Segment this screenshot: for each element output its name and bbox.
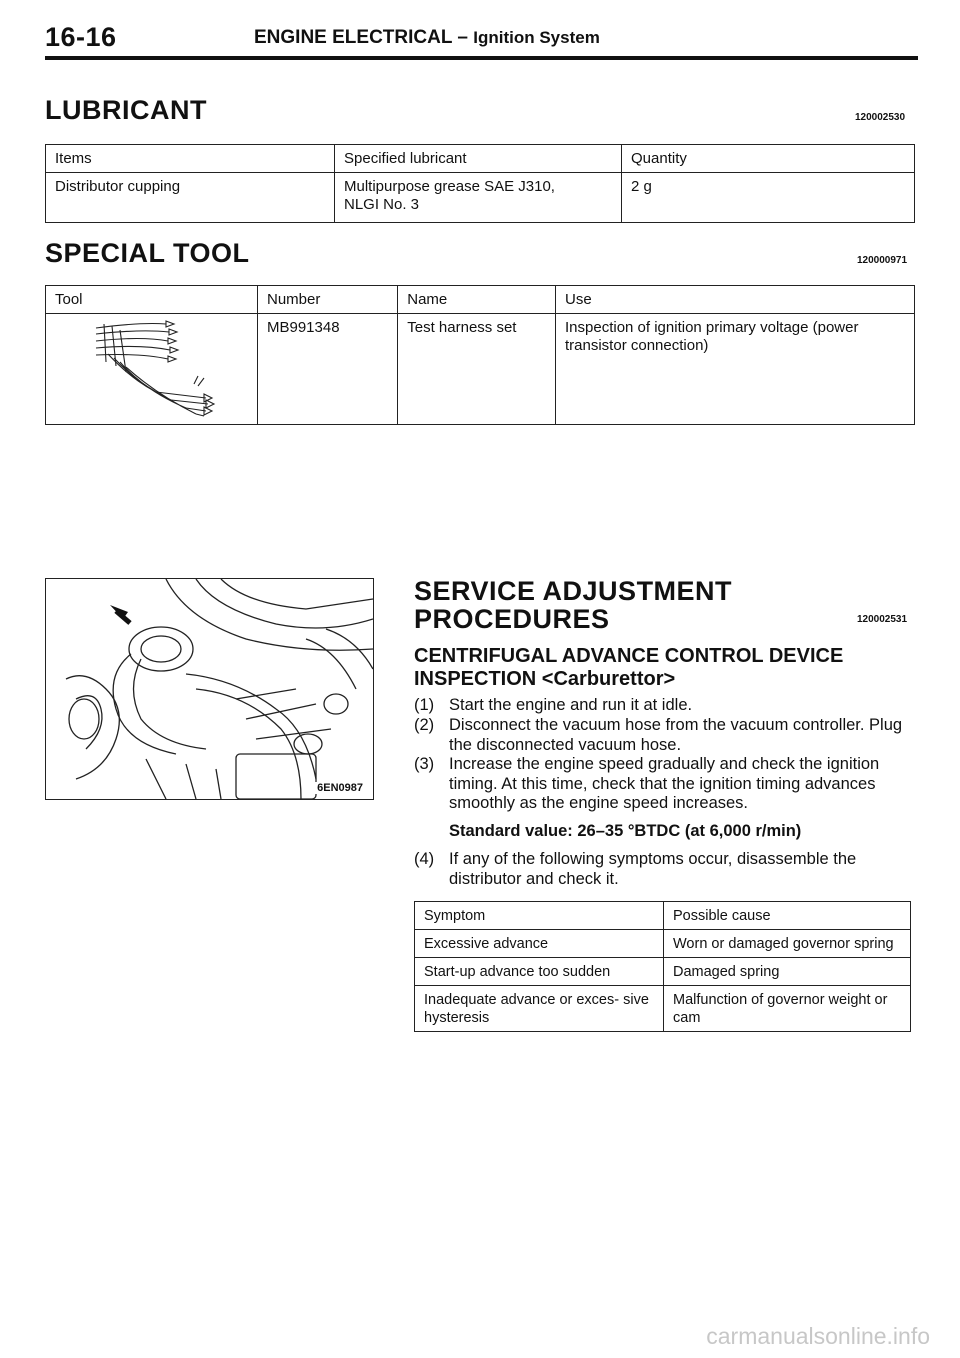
step-text: Start the engine and run it at idle.: [449, 696, 693, 714]
column-header: Quantity: [622, 145, 915, 173]
distributor-drawing-icon: [46, 579, 373, 799]
inspection-heading: [414, 645, 843, 691]
table-cell: Test harness set: [398, 314, 556, 425]
table-cell: Worn or damaged governor spring: [664, 930, 911, 958]
inspection-heading-line1: CENTRIFUGAL ADVANCE CONTROL DEVICE: [414, 645, 844, 667]
standard-value: Standard value: 26–35 °BTDC (at 6,000 r/min): [449, 822, 802, 840]
table-row: [46, 173, 915, 223]
table-cell: 2 g: [622, 173, 915, 223]
page-header: [254, 27, 600, 49]
table-row: [415, 930, 911, 958]
inspection-heading-line2: INSPECTION <Carburettor>: [414, 668, 676, 690]
step-item: [414, 716, 919, 755]
column-header: Specified lubricant: [335, 145, 622, 173]
step-item: [414, 850, 919, 889]
service-heading: [414, 577, 732, 633]
lubricant-table: [45, 144, 915, 223]
special-tool-table: [45, 285, 915, 425]
table-row: [46, 314, 915, 425]
service-heading-line2: PROCEDURES: [414, 604, 610, 634]
page-number: 16-16: [45, 22, 117, 52]
service-heading-line1: SERVICE ADJUSTMENT: [414, 576, 733, 606]
step-number: (1): [414, 696, 435, 714]
title-separator: –: [457, 27, 468, 48]
column-header: Name: [398, 286, 556, 314]
chapter-title: ENGINE ELECTRICAL: [254, 27, 453, 48]
table-cell: Start-up advance too sudden: [415, 958, 664, 986]
lubricant-heading: LUBRICANT: [45, 95, 207, 125]
header-rule: [45, 56, 918, 60]
cell-text: Inspection of ignition primary voltage (power transistor connection): [565, 319, 859, 354]
column-header: Symptom: [415, 902, 664, 930]
column-header: Use: [556, 286, 915, 314]
table-cell: Distributor cupping: [46, 173, 335, 223]
step-number: (4): [414, 850, 435, 868]
table-row: [415, 958, 911, 986]
distributor-illustration: [45, 578, 374, 800]
step-item: [414, 755, 919, 814]
service-code: 120002531: [857, 614, 908, 625]
table-cell: Damaged spring: [664, 958, 911, 986]
table-cell: Excessive advance: [415, 930, 664, 958]
table-row: [415, 986, 911, 1032]
step-number: (2): [414, 716, 435, 734]
table-header-row: [46, 145, 915, 173]
table-cell: Malfunction of governor weight or cam: [664, 986, 911, 1032]
table-cell: [335, 173, 622, 223]
special-tool-heading: SPECIAL TOOL: [45, 238, 250, 268]
section-title: Ignition System: [473, 28, 600, 47]
special-tool-code: 120000971: [857, 255, 908, 266]
column-header: Number: [257, 286, 397, 314]
step-text: Disconnect the vacuum hose from the vacuum controller. Plug the disconnected vacuum hose.: [449, 716, 903, 754]
table-cell: [556, 314, 915, 425]
table-header-row: [415, 902, 911, 930]
step-number: (3): [414, 755, 435, 773]
column-header: Items: [46, 145, 335, 173]
table-header-row: [46, 286, 915, 314]
table-cell: Inadequate advance or exces- sive hysteresis: [415, 986, 664, 1032]
cell-text: Multipurpose grease SAE J310, NLGI No. 3: [344, 178, 555, 213]
column-header: Tool: [46, 286, 258, 314]
table-cell: MB991348: [257, 314, 397, 425]
step-text: Increase the engine speed gradually and check the ignition timing. At this time, check that the ignition timing advances smoothly as the engine speed increases.: [449, 755, 880, 812]
lubricant-code: 120002530: [855, 112, 906, 123]
column-header: Possible cause: [664, 902, 911, 930]
watermark: carmanualsonline.info: [706, 1323, 930, 1349]
step-text: If any of the following symptoms occur, disassemble the distributor and check it.: [449, 850, 857, 888]
symptom-table: [414, 901, 911, 1032]
figure-label: 6EN0987: [317, 782, 363, 794]
tool-image-cell: [46, 314, 258, 425]
step-item: [414, 696, 919, 716]
test-harness-icon: [46, 314, 256, 419]
